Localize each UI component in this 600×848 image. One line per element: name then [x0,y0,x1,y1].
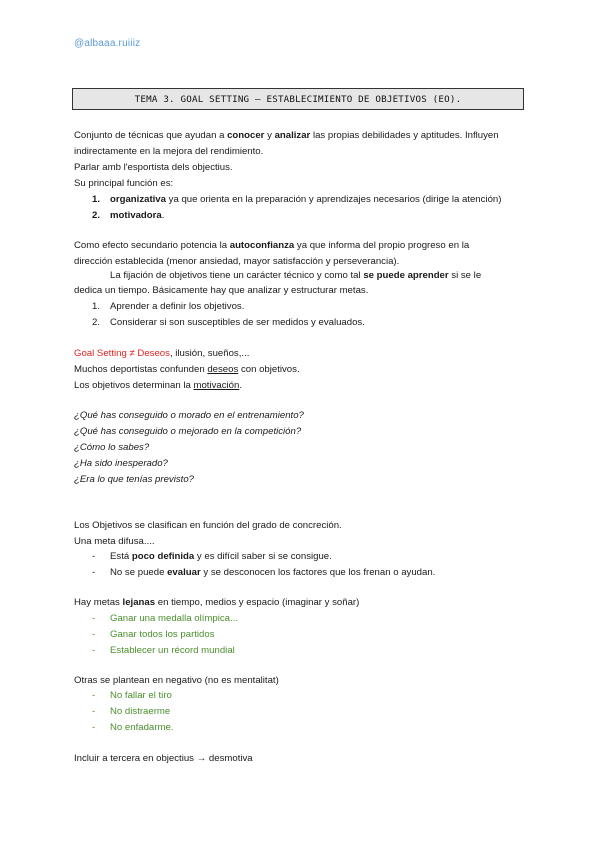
goal-line-1: Goal Setting ≠ Deseos, ilusión, sueños,... [74,348,250,359]
watermark: @albaaa.ruiiiz [74,38,141,49]
far-goal-item-3: - Establecer un récord mundial [92,645,235,656]
classify-line-2: Una meta difusa.... [74,536,155,547]
function-item-1: 1. organizativa ya que orienta en la preparación y aprendizajes necesarios (dirige la atención) [92,194,502,205]
effect-line-3: La fijación de objetivos tiene un carácter técnico y como tal se puede aprender si se le [110,270,482,281]
question-5: ¿Era lo que tenías previsto? [74,474,194,485]
intro-line-3: Parlar amb l'esportista dels objectius. [74,162,233,173]
page-title: TEMA 3. GOAL SETTING – ESTABLECIMIENTO DE OBJETIVOS (EO). [134,93,462,105]
far-goals-heading: Hay metas lejanas en tiempo, medios y espacio (imaginar y soñar) [74,597,360,608]
question-3: ¿Cómo lo sabes? [74,442,150,453]
goal-line-2: Muchos deportistas confunden deseos con objetivos. [74,364,300,375]
intro-line-1: Conjunto de técnicas que ayudan a conocer y analizar las propias debilidades y aptitudes. Influyen [74,130,499,141]
question-1: ¿Qué has conseguido o morado en el entrenamiento? [74,410,304,421]
classify-line-1: Los Objetivos se clasifican en función del grado de concreción. [74,520,342,531]
far-goal-item-1: - Ganar una medalla olímpica... [92,613,238,624]
step-item-2: 2. Considerar si son susceptibles de ser medidos y evaluados. [92,317,365,328]
negative-goals-heading: Otras se plantean en negativo (no es mentalitat) [74,675,279,686]
effect-line-1: Como efecto secundario potencia la autoconfianza ya que informa del propio progreso en la [74,240,470,251]
negative-goal-item-1: - No fallar el tiro [92,690,172,701]
function-item-2: 2. motivadora. [92,210,165,221]
classify-bullet-2: - No se puede evaluar y se desconocen los factores que los frenan o ayudan. [92,567,436,578]
intro-line-2: indirectamente en la mejora del rendimiento. [74,146,264,157]
far-goal-item-2: - Ganar todos los partidos [92,629,215,640]
negative-goal-item-2: - No distraerme [92,706,171,717]
step-item-1: 1. Aprender a definir los objetivos. [92,301,245,312]
classify-bullet-1: - Está poco definida y es difícil saber si se consigue. [92,551,332,562]
question-4: ¿Ha sido inesperado? [74,458,168,469]
goal-line-3: Los objetivos determinan la motivación. [74,380,242,391]
question-2: ¿Qué has conseguido o mejorado en la competición? [74,426,302,437]
intro-line-4: Su principal función es: [74,178,174,189]
negative-goal-item-3: - No enfadarme. [92,722,174,733]
title-box [72,88,524,110]
effect-line-2: dirección establecida (menor ansiedad, mayor satisfacción y perseverancia). [74,256,400,267]
closing-note: Incluir a tercera en objectius → desmotiva [74,753,253,764]
effect-line-4: dedica un tiempo. Básicamente hay que analizar y estructurar metas. [74,285,369,296]
